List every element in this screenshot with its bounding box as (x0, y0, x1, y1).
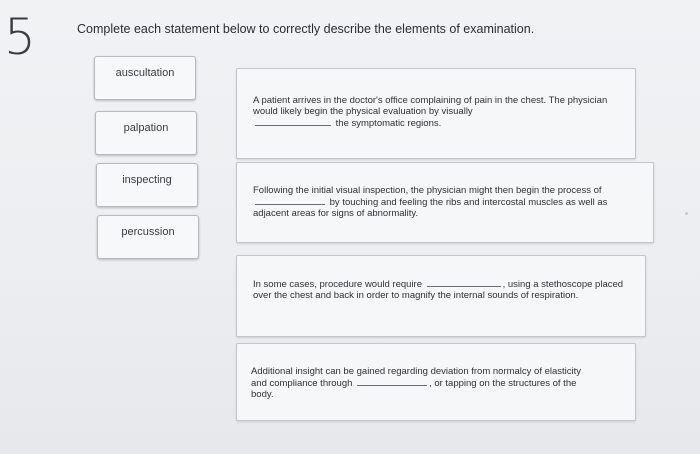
answer-drop-blank[interactable] (357, 377, 427, 386)
question-instruction: Complete each statement below to correctly describe the elements of examination. (77, 22, 535, 36)
answer-chip-label: percussion (121, 226, 175, 238)
statement-text (251, 366, 591, 400)
answer-chip-label: palpation (123, 122, 169, 134)
answer-chip-percussion[interactable] (97, 215, 199, 259)
answer-chip-inspecting[interactable] (96, 163, 198, 207)
statement-text-before: Following the initial visual inspection, the physician might then begin the process of (253, 185, 602, 196)
statement-text (253, 278, 625, 301)
answer-drop-blank[interactable] (427, 278, 501, 287)
answer-drop-blank[interactable] (255, 117, 331, 126)
statement-box-2 (236, 162, 654, 243)
decorative-dot (685, 212, 688, 215)
question-number: 5 (4, 8, 36, 66)
answer-chip-auscultation[interactable] (94, 56, 196, 100)
answer-chip-label: inspecting (122, 174, 172, 186)
statement-text-after: , using a stethoscope placed over the chest and back in order to magnify the internal sounds of respiration. (253, 279, 624, 301)
statement-box-1 (236, 68, 636, 159)
statement-text-before: A patient arrives in the doctor's office complaining of pain in the chest. The physician would likely begin the physical evaluation by visually (253, 95, 608, 117)
statement-text-after: , or tapping on the structures of the body. (251, 378, 577, 400)
statement-text (253, 185, 623, 219)
statement-text (253, 95, 627, 129)
answer-drop-blank[interactable] (255, 196, 325, 205)
statement-box-4 (236, 343, 636, 421)
statement-text-before: In some cases, procedure would require (253, 279, 422, 290)
statement-text-before: Additional insight can be gained regarding deviation from normalcy of elasticity and compliance through (251, 366, 582, 389)
statement-text-after: by touching and feeling the ribs and intercostal muscles as well as adjacent areas for signs of abnormality. (253, 197, 608, 219)
statement-text-after: the symptomatic regions. (335, 118, 442, 129)
answer-chip-label: auscultation (115, 67, 175, 79)
answer-chip-palpation[interactable] (95, 111, 197, 155)
statement-box-3 (236, 255, 646, 337)
